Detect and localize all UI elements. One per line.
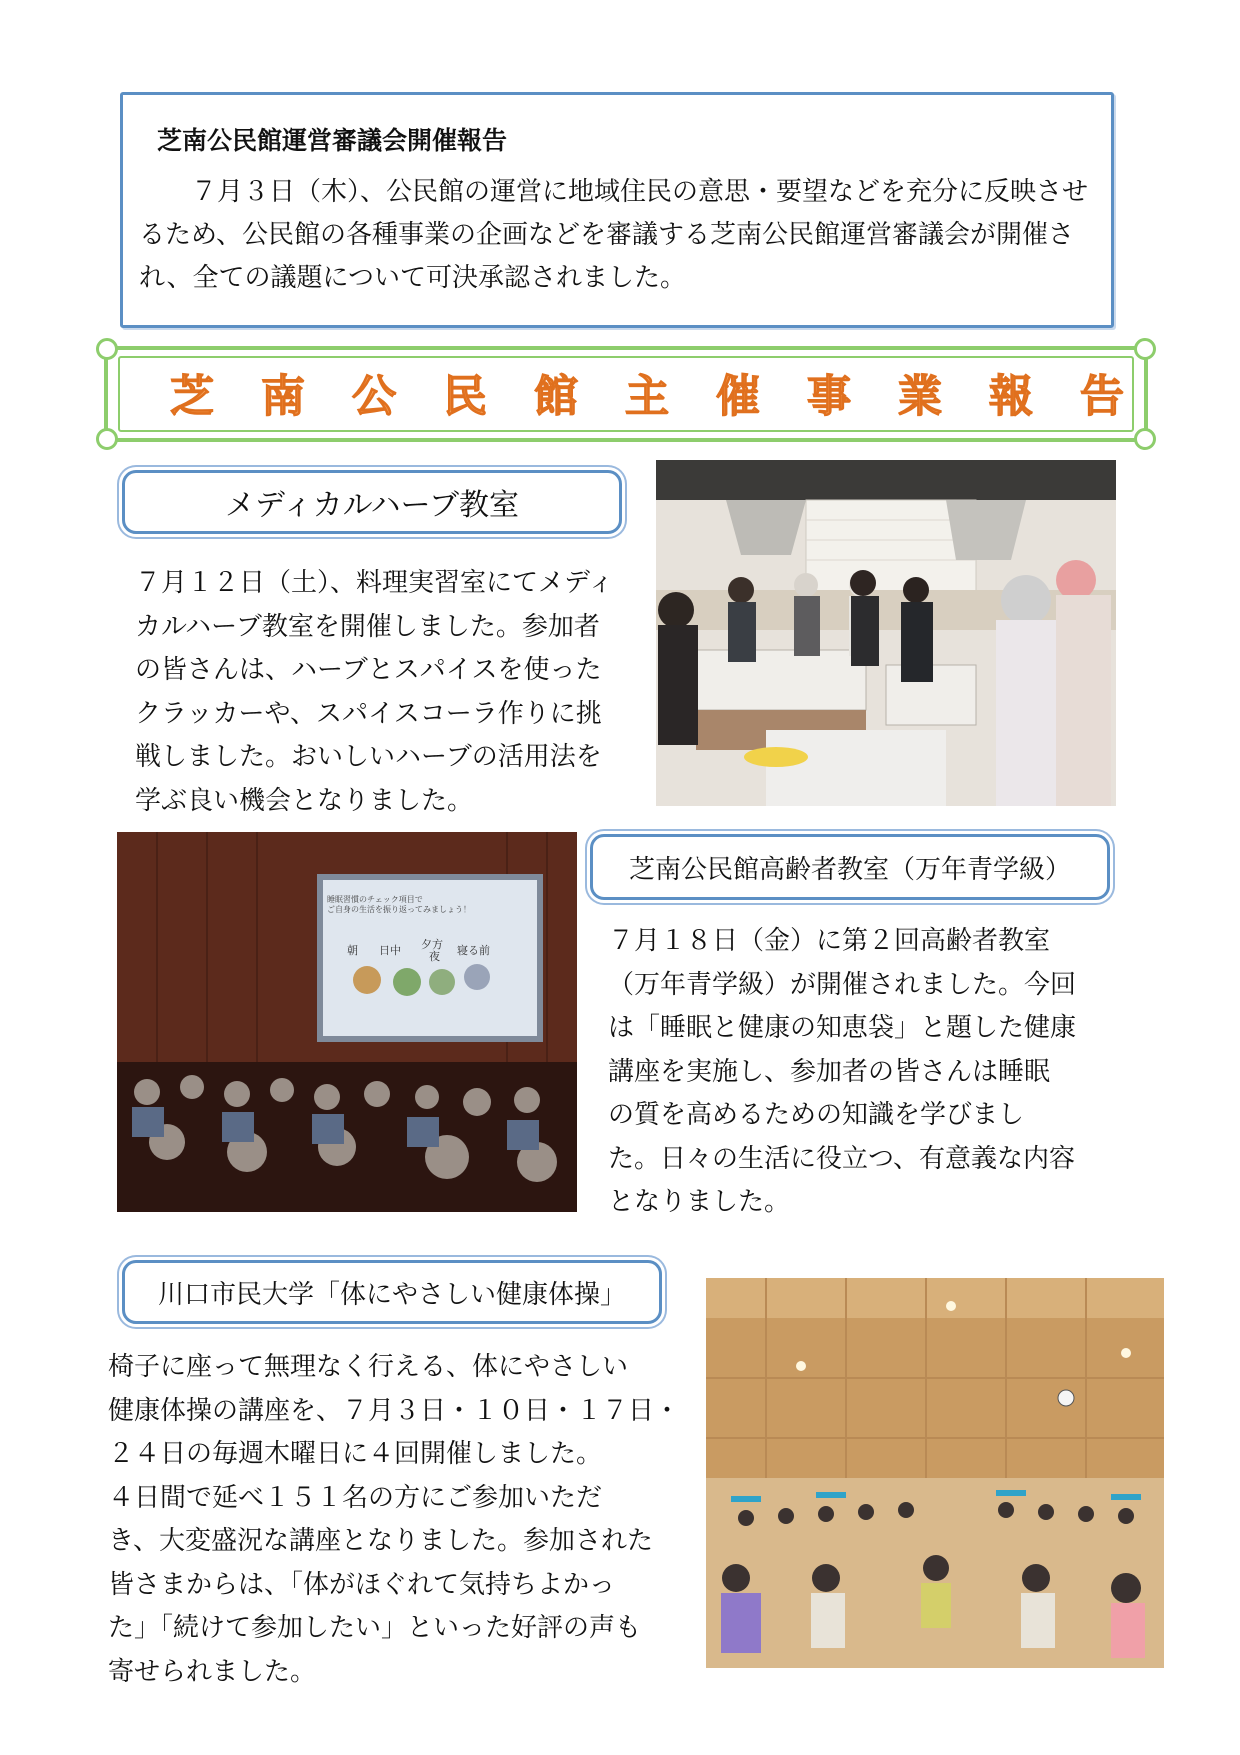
banner-char: 芝 (170, 371, 214, 422)
banner-char: 主 (625, 371, 669, 422)
screen-label-sub: 夜 (429, 950, 440, 963)
events-banner (104, 346, 1148, 442)
elderly-line: は「睡眠と健康の知恵袋」と題した健康 (608, 1013, 1077, 1043)
exercise-line: 皆さまからは、「体がほぐれて気持ちよかっ (108, 1569, 616, 1600)
herb-class-photo (656, 460, 1116, 806)
meeting-report-title: 芝南公民館運営審議会開催報告 (157, 126, 508, 155)
elderly-line: となりました。 (608, 1187, 791, 1217)
elderly-line: た。日々の生活に役立つ、有意義な内容 (608, 1143, 1075, 1174)
banner-char: 南 (261, 371, 305, 422)
screen-title-line2: ご自身の生活を振り返ってみましょう！ (327, 905, 471, 914)
herb-body (135, 562, 655, 823)
banner-char: 業 (898, 371, 942, 422)
elderly-section-heading (590, 834, 1110, 900)
meeting-report-box (120, 92, 1114, 328)
exercise-line: ２４日の毎週木曜日に４回開催しました。 (108, 1439, 603, 1469)
exercise-line: き、大変盛況な講座となりました。参加された (108, 1526, 653, 1556)
screen-label: 日中 (379, 944, 401, 957)
exercise-heading-text: 川口市民大学「体にやさしい健康体操」 (157, 1279, 626, 1310)
banner-char: 報 (989, 371, 1033, 422)
exercise-line: た」「続けて参加したい」といった好評の声も (108, 1613, 642, 1643)
exercise-line: 椅子に座って無理なく行える、体にやさしい (108, 1352, 629, 1382)
screen-label: 寝る前 (457, 944, 490, 957)
elderly-class-photo (117, 832, 577, 1212)
exercise-class-photo (706, 1278, 1164, 1668)
banner-scroll-curl (96, 338, 118, 360)
herb-line: 学ぶ良い機会となりました。 (135, 785, 474, 816)
banner-char: 公 (352, 371, 396, 422)
exercise-line: ４日間で延べ１５１名の方にご参加いただ (108, 1482, 603, 1513)
elderly-line: 講座を実施し、参加者の皆さんは睡眠 (608, 1056, 1051, 1087)
banner-char: 催 (716, 371, 760, 422)
herb-heading-text: メディカルハーブ教室 (225, 488, 519, 523)
elderly-line: ７月１８日（金）に第２回高齢者教室 (608, 926, 1051, 956)
banner-scroll-curl (96, 428, 118, 450)
elderly-line: の質を高めるための知識を学びまし (608, 1100, 1025, 1130)
banner-char: 事 (807, 371, 851, 422)
elderly-body (608, 920, 1128, 1225)
screen-label: 朝 (347, 944, 358, 957)
herb-section-heading (122, 470, 622, 534)
herb-line: 戦しました。おいしいハーブの活用法を (135, 742, 602, 772)
exercise-section-heading (122, 1260, 662, 1324)
banner-scroll-curl (1134, 428, 1156, 450)
banner-char: 館 (534, 371, 578, 422)
exercise-body (108, 1346, 698, 1694)
herb-line: カルハーブ教室を開催しました。参加者 (135, 611, 600, 642)
elderly-line: （万年青学級）が開催されました。今回 (608, 969, 1077, 1000)
herb-line: の皆さんは、ハーブとスパイスを使った (135, 655, 602, 685)
exercise-line: 健康体操の講座を、７月３日・１０日・１７日・ (108, 1395, 681, 1426)
screen-label: 夕方 (421, 938, 443, 951)
herb-line: クラッカーや、スパイスコーラ作りに挑 (135, 698, 602, 729)
herb-line: ７月１２日（土）、料理実習室にてメディ (135, 568, 614, 598)
banner-char: 民 (443, 371, 487, 422)
meeting-report-body: ７月３日（木）、公民館の運営に地域住民の意思・要望などを充分に反映させるため、公民館の各種事業の企画などを審議する芝南公民館運営審議会が開催され、全ての議題について可決承認されました。 (139, 177, 1089, 293)
elderly-heading-text: 芝南公民館高齢者教室（万年青学級） (628, 854, 1071, 885)
exercise-line: 寄せられました。 (108, 1656, 317, 1687)
banner-scroll-curl (1134, 338, 1156, 360)
banner-char: 告 (1080, 371, 1124, 422)
screen-title-line1: 睡眠習慣のチェック項目で (327, 895, 423, 904)
